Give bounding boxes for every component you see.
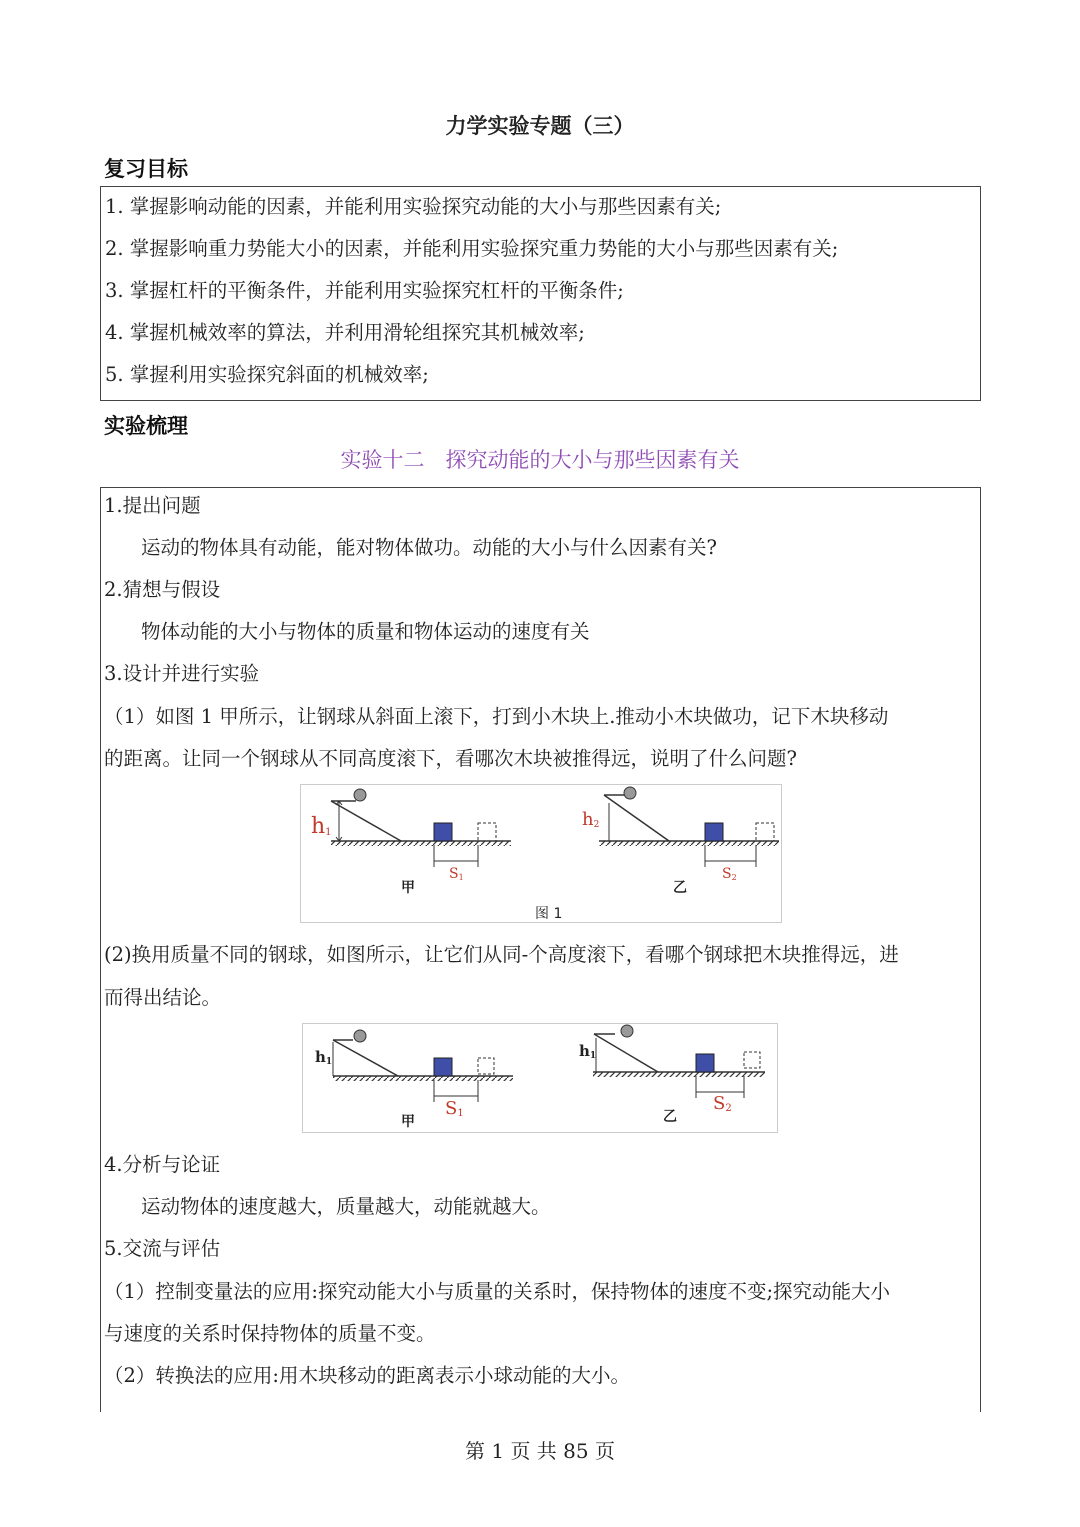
steel-ball [354,789,366,801]
paragraph: （1）控制变量法的应用:探究动能大小与质量的关系时，保持物体的速度不变;探究动能大小 [104,1280,891,1303]
figure-2 [302,1023,778,1133]
content-box [100,487,981,1412]
wood-block [696,1054,714,1072]
steel-ball [354,1030,366,1042]
left-setup [333,1030,513,1102]
figure-1-diagram [301,785,781,922]
goal-item: 3. 掌握杠杆的平衡条件，并能利用实验探究杠杆的平衡条件; [105,279,624,302]
ramp [331,801,401,841]
block-final [478,823,496,841]
goal-item: 5. 掌握利用实验探究斜面的机械效率; [105,363,429,386]
distance-label-s2: S2 [713,1093,732,1114]
height-label-h1: h1 [311,814,332,839]
right-setup [593,1025,765,1098]
paragraph: （2）转换法的应用:用木块移动的距离表示小球动能的大小。 [104,1364,630,1387]
block-final [478,1058,494,1074]
steel-ball [621,1025,633,1037]
label-jia: 甲 [401,880,415,896]
figure-1 [300,784,782,923]
height-label-left: h1 [315,1048,333,1067]
figure-2-diagram [303,1024,777,1132]
right-setup [599,787,779,867]
wood-block [434,823,452,841]
figure-caption: 图 1 [535,906,563,922]
height-label-right: h1 [579,1042,597,1061]
distance-label-s2: S2 [722,866,737,882]
paragraph: 与速度的关系时保持物体的质量不变。 [104,1322,436,1345]
label-yi: 乙 [673,880,687,896]
goals-box [100,186,981,401]
section-heading: 5.交流与评估 [104,1237,221,1260]
section-heading: 3.设计并进行实验 [104,662,260,685]
paragraph: 运动的物体具有动能，能对物体做功。动能的大小与什么因素有关? [141,536,717,559]
block-final [756,823,774,841]
section-heading: 1.提出问题 [104,494,201,517]
ramp [333,1040,398,1076]
goal-item: 4. 掌握机械效率的算法，并利用滑轮组探究其机械效率; [105,321,585,344]
distance-label-s1: S1 [445,1098,464,1119]
section-heading: 2.猜想与假设 [104,578,221,601]
wood-block [434,1058,452,1076]
sort-heading: 实验梳理 [104,414,188,438]
height-label-h2: h2 [582,809,600,830]
paragraph: 而得出结论。 [104,986,222,1009]
label-jia: 甲 [401,1114,415,1130]
label-yi: 乙 [663,1109,677,1125]
ramp [604,795,669,841]
goal-item: 1. 掌握影响动能的因素，并能利用实验探究动能的大小与那些因素有关; [105,195,722,218]
ramp [594,1034,658,1072]
review-heading: 复习目标 [104,157,188,181]
section-heading: 4.分析与论证 [104,1153,221,1176]
left-setup [331,789,511,867]
paragraph: 运动物体的速度越大，质量越大，动能就越大。 [141,1195,551,1218]
page-footer: 第 1 页 共 85 页 [465,1439,615,1463]
document-title: 力学实验专题（三） [445,114,635,138]
distance-label-s1: S1 [449,866,464,882]
paragraph: (2)换用质量不同的钢球，如图所示，让它们从同-个高度滚下，看哪个钢球把木块推得远，进 [104,943,899,966]
steel-ball [624,787,636,799]
paragraph: 的距离。让同一个钢球从不同高度滚下，看哪次木块被推得远，说明了什么问题? [104,747,797,770]
paragraph: （1）如图 1 甲所示，让钢球从斜面上滚下，打到小木块上.推动小木块做功，记下木块移动 [104,705,889,728]
goal-item: 2. 掌握影响重力势能大小的因素，并能利用实验探究重力势能的大小与那些因素有关; [105,237,839,260]
wood-block [705,823,723,841]
paragraph: 物体动能的大小与物体的质量和物体运动的速度有关 [141,620,590,643]
block-final [744,1052,760,1068]
experiment-title: 实验十二 探究动能的大小与那些因素有关 [340,448,740,472]
